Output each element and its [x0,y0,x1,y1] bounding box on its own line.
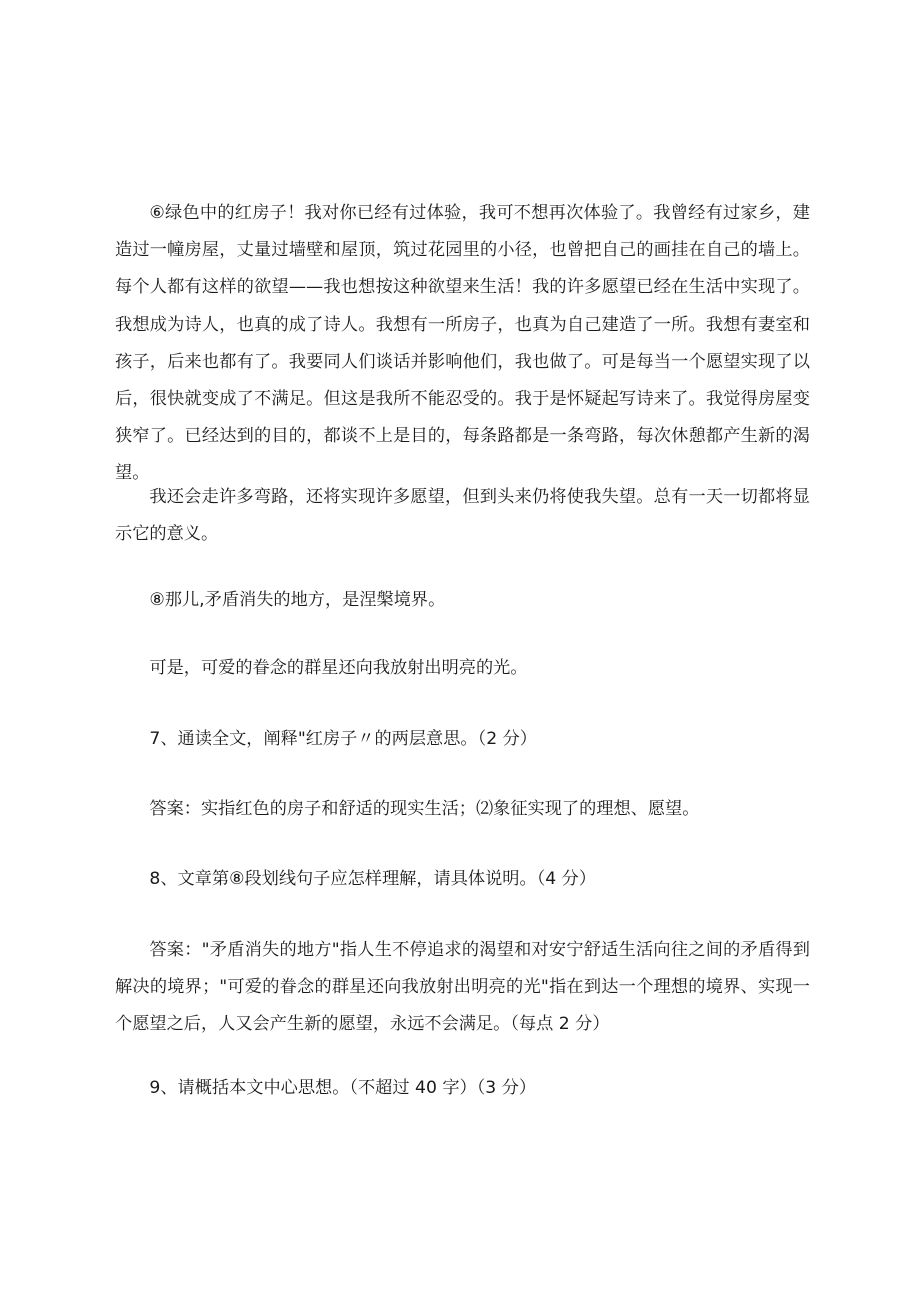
answer-7: 答案：实指红色的房子和舒适的现实生活；⑵象征实现了的理想、愿望。 [149,799,700,819]
paragraph-9: 可是，可爱的眷念的群星还向我放射出明亮的光。 [149,658,528,678]
question-9: 9、请概括本文中心思想。（不超过 40 字）（3 分） [149,1078,537,1098]
answer-8: 答案："矛盾消失的地方"指人生不停追求的渴望和对安宁舒适生活向往之间的矛盾得到解决的境界；"可爱的眷念的群星还向我放射出明亮的光"指在到达一个理想的境界、实现一个愿望之后，人又会产生新的愿望，永远不会满足。（每点 2 分） [115,940,810,1035]
question-8: 8、文章第⑧段划线句子应怎样理解，请具体说明。（4 分） [149,869,597,889]
question-7: 7、通读全文，阐释"红房子〃的两层意思。（2 分） [149,729,537,749]
paragraph-8: ⑧那儿,矛盾消失的地方，是涅槃境界。 [149,590,446,610]
paragraph-6: ⑥绿色中的红房子！我对你已经有过体验，我可不想再次体验了。我曾经有过家乡，建造过一幢房屋，丈量过墙壁和屋顶，筑过花园里的小径，也曾把自己的画挂在自己的墙上。每个人都有这样的欲望——我也想按这种欲望来生活！我的许多愿望已经在生活中实现了。我想成为诗人，也真的成了诗人。我想有一所房子，也真为自己建造了一所。我想有妻室和孩子，后来也都有了。我要同人们谈话并影响他们，我也做了。可是每当一个愿望实现了以后，很快就变成了不满足。但这是我所不能忍受的。我于是怀疑起写诗来了。我觉得房屋变狭窄了。已经达到的目的，都谈不上是目的，每条路都是一条弯路，每次休憩都产生新的渴望。 [115,203,810,484]
paragraph-7: 我还会走许多弯路，还将实现许多愿望，但到头来仍将使我失望。总有一天一切都将显示它的意义。 [115,487,810,545]
